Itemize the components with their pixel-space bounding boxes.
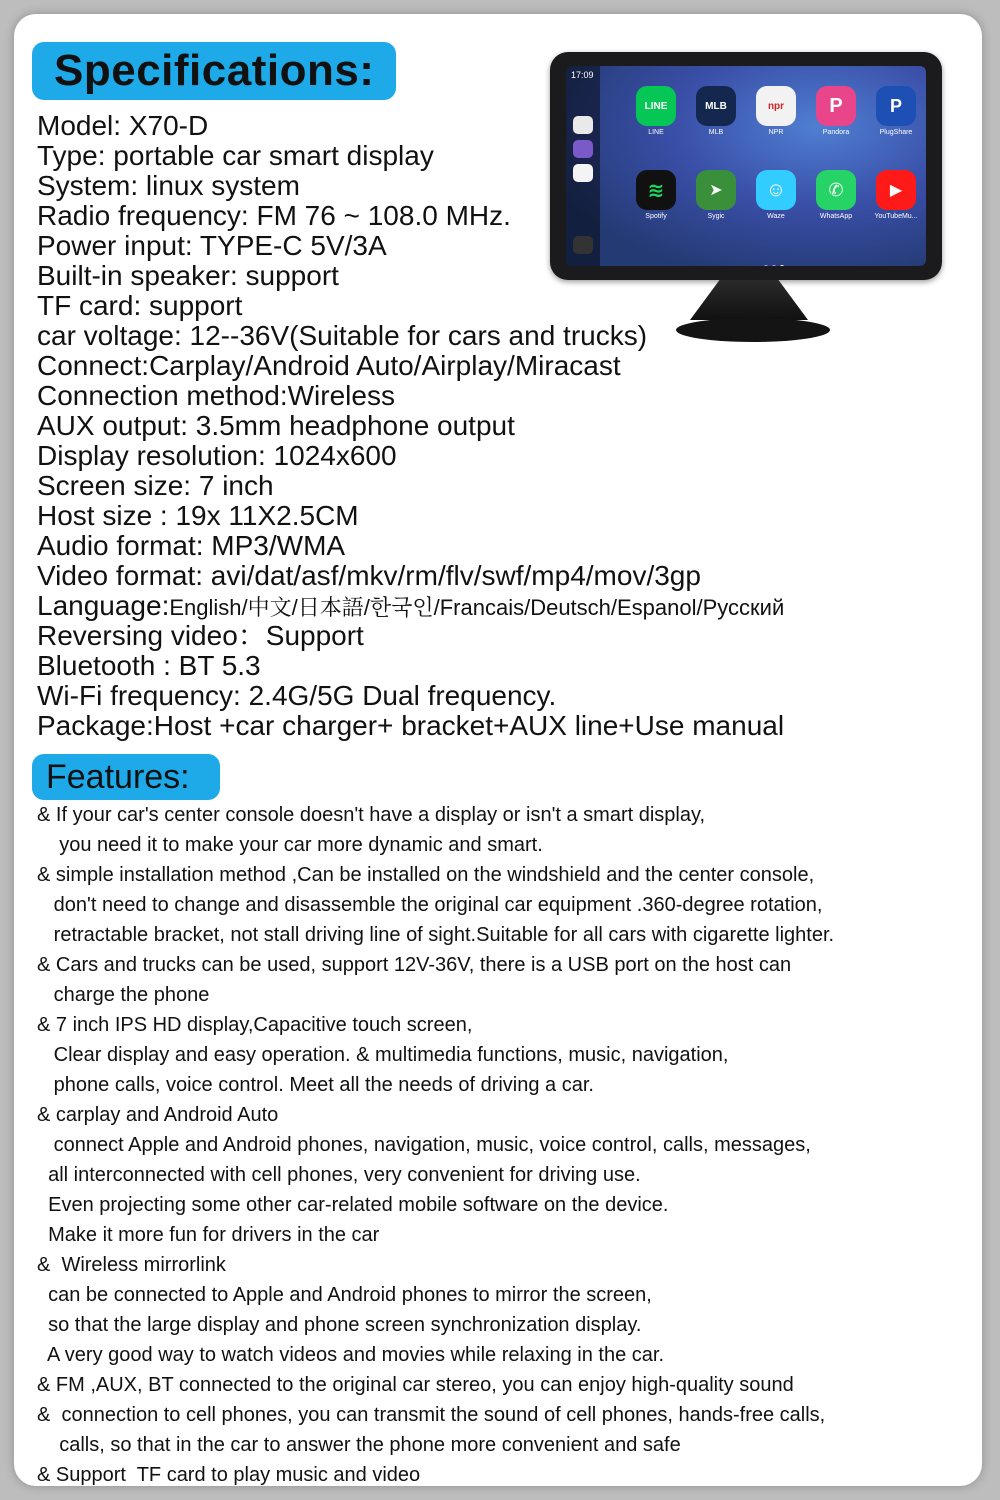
- spec-speaker: Built-in speaker: support: [37, 260, 339, 291]
- app-npr: [750, 86, 802, 136]
- feature-line: can be connected to Apple and Android phones to mirror the screen,: [37, 1284, 652, 1306]
- app-label: Waze: [767, 213, 785, 220]
- feature-line: you need it to make your car more dynamic and smart.: [37, 834, 543, 856]
- spec-connect: Connect:Carplay/Android Auto/Airplay/Miracast: [37, 350, 621, 381]
- feature-line: retractable bracket, not stall driving line of sight.Suitable for all cars with cigarette lighter.: [37, 924, 835, 946]
- feature-line: don't need to change and disassemble the original car equipment .360-degree rotation,: [37, 894, 823, 916]
- line-icon: LINE: [636, 86, 676, 126]
- feature-line: & Support TF card to play music and video: [37, 1464, 421, 1486]
- spec-audio-format: Audio format: MP3/WMA: [37, 530, 346, 561]
- feature-line: & simple installation method ,Can be installed on the windshield and the center console,: [37, 864, 815, 886]
- feature-line: & Wireless mirrorlink: [37, 1254, 226, 1276]
- spec-reversing-video: Reversing video：Support: [37, 620, 364, 651]
- app-label: PlugShare: [879, 129, 913, 136]
- page-dot-active: [780, 265, 784, 266]
- spec-host-size: Host size : 19x 11X2.5CM: [37, 500, 359, 531]
- feature-line: & connection to cell phones, you can transmit the sound of cell phones, hands-free calls,: [37, 1404, 826, 1426]
- spec-system: System: linux system: [37, 170, 300, 201]
- feature-line: Even projecting some other car-related mobile software on the device.: [37, 1194, 669, 1216]
- spec-resolution: Display resolution: 1024x600: [37, 440, 397, 471]
- waze-icon: ☺: [756, 170, 796, 210]
- youtube-music-icon: ▶: [876, 170, 916, 210]
- spec-type: Type: portable car smart display: [37, 140, 434, 171]
- suction-mount-base: [676, 318, 830, 342]
- app-sygic: [690, 170, 742, 220]
- page-dot: [772, 265, 776, 266]
- app-mlb: [690, 86, 742, 136]
- feature-line: charge the phone: [37, 984, 210, 1006]
- spec-language-values: English/中文/日本語/한국인/Francais/Deutsch/Espanol/Русский: [169, 595, 785, 620]
- whatsapp-icon: ✆: [816, 170, 856, 210]
- feature-line: & FM ,AUX, BT connected to the original car stereo, you can enjoy high-quality sound: [37, 1374, 794, 1396]
- sygic-icon: ➤: [696, 170, 736, 210]
- feature-line: connect Apple and Android phones, navigation, music, voice control, calls, messages,: [37, 1134, 811, 1156]
- app-pandora: [810, 86, 862, 136]
- spec-aux: AUX output: 3.5mm headphone output: [37, 410, 515, 441]
- app-label: Pandora: [822, 129, 850, 136]
- app-whatsapp: [810, 170, 862, 220]
- spec-package: Package:Host +car charger+ bracket+AUX line+Use manual: [37, 710, 785, 741]
- feature-line: Make it more fun for drivers in the car: [37, 1224, 380, 1246]
- page-indicator: [762, 256, 786, 266]
- spec-power: Power input: TYPE-C 5V/3A: [37, 230, 387, 261]
- maps-icon: [573, 116, 593, 134]
- app-label: Spotify: [645, 213, 667, 220]
- mlb-icon: MLB: [696, 86, 736, 126]
- car-display-device: [550, 52, 942, 280]
- npr-icon: npr: [756, 86, 796, 126]
- feature-list: [37, 800, 834, 1490]
- app-plugshare: [870, 86, 922, 136]
- plugshare-icon: P: [876, 86, 916, 126]
- feature-line: phone calls, voice control. Meet all the needs of driving a car.: [37, 1074, 594, 1096]
- feature-line: & carplay and Android Auto: [37, 1104, 279, 1126]
- feature-line: & Cars and trucks can be used, support 12V-36V, there is a USB port on the host can: [37, 954, 792, 976]
- app-label: WhatsApp: [819, 213, 853, 220]
- specifications-heading: Specifications:: [32, 42, 396, 100]
- app-label: YouTubeMu...: [874, 213, 918, 220]
- features-heading: Features:: [32, 754, 220, 800]
- pandora-icon: P: [816, 86, 856, 126]
- spec-connection-method: Connection method:Wireless: [37, 380, 395, 411]
- spec-bluetooth: Bluetooth : BT 5.3: [37, 650, 261, 681]
- dashboard-icon: [573, 236, 593, 254]
- app-line: [630, 86, 682, 136]
- spec-voltage: car voltage: 12--36V(Suitable for cars and trucks): [37, 320, 648, 351]
- spec-tf-card: TF card: support: [37, 290, 243, 321]
- app-label: Sygic: [707, 213, 725, 220]
- feature-line: A very good way to watch videos and movies while relaxing in the car.: [37, 1344, 665, 1366]
- app-waze: [750, 170, 802, 220]
- page-dot: [764, 265, 768, 266]
- spec-screen-size: Screen size: 7 inch: [37, 470, 274, 501]
- device-screen: [566, 66, 926, 266]
- spotify-icon: ≋: [636, 170, 676, 210]
- feature-line: calls, so that in the car to answer the phone more convenient and safe: [37, 1434, 681, 1456]
- spec-language: [37, 591, 784, 621]
- app-youtube-music: [870, 170, 922, 220]
- spec-video-format: Video format: avi/dat/asf/mkv/rm/flv/swf/mp4/mov/3gp: [37, 560, 701, 591]
- dunkin-icon: [573, 164, 593, 182]
- device-clock: 17:09: [571, 70, 594, 80]
- spec-wifi: Wi-Fi frequency: 2.4G/5G Dual frequency.: [37, 680, 557, 711]
- app-label: MLB: [708, 129, 724, 136]
- spec-model: Model: X70-D: [37, 110, 209, 141]
- spec-radio: Radio frequency: FM 76 ~ 108.0 MHz.: [37, 200, 511, 231]
- feature-line: all interconnected with cell phones, very convenient for driving use.: [37, 1164, 641, 1186]
- spec-language-label: Language:: [37, 590, 170, 621]
- podcast-icon: [573, 140, 593, 158]
- feature-line: & 7 inch IPS HD display,Capacitive touch screen,: [37, 1014, 473, 1036]
- app-label: LINE: [648, 129, 664, 136]
- carplay-sidebar: [566, 66, 600, 266]
- feature-line: so that the large display and phone screen synchronization display.: [37, 1314, 642, 1336]
- app-spotify: [630, 170, 682, 220]
- feature-line: Clear display and easy operation. & multimedia functions, music, navigation,: [37, 1044, 729, 1066]
- feature-line: & If your car's center console doesn't have a display or isn't a smart display,: [37, 804, 706, 826]
- app-label: NPR: [768, 129, 784, 136]
